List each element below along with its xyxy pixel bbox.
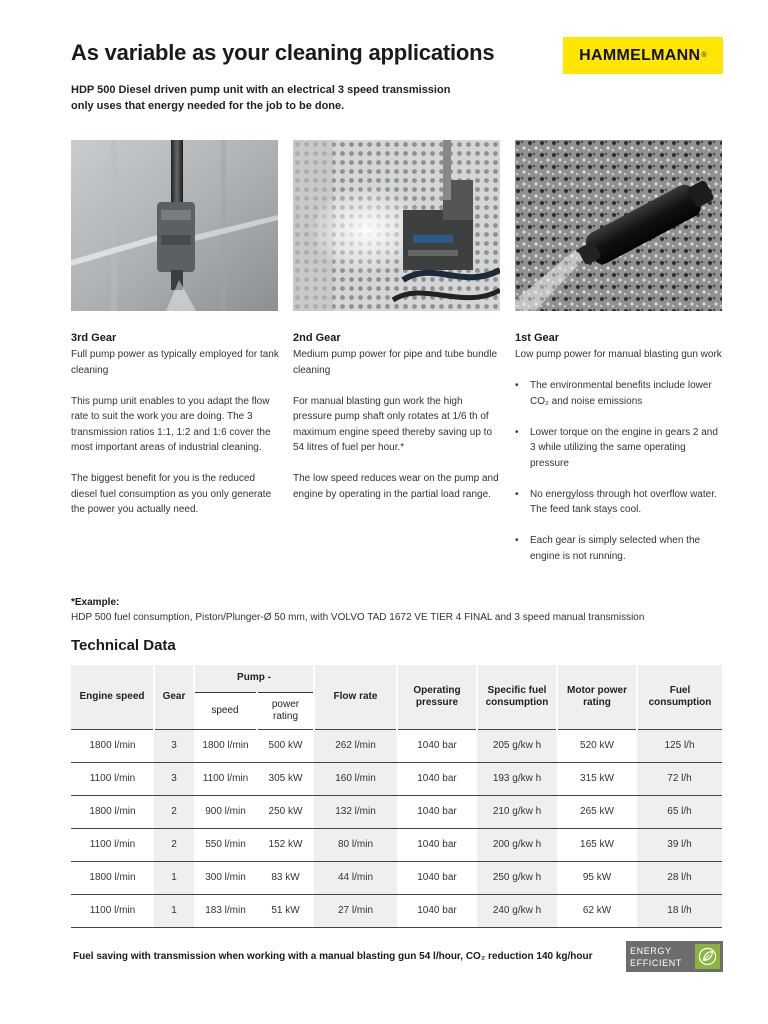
table-cell: 28 l/h bbox=[637, 861, 722, 894]
table-cell: 2 bbox=[154, 795, 194, 828]
table-cell: 80 l/min bbox=[314, 828, 397, 861]
table-row bbox=[71, 828, 722, 861]
gear-3-paragraph: This pump unit enables to you adapt the flow rate to suit the work you are doing. The 3 transmission ratios 1:1, 1:2 and 1:6 cover the most important areas of industrial cleaning. bbox=[71, 395, 271, 453]
table-cell: 1800 l/min bbox=[71, 795, 154, 828]
table-cell: 1100 l/min bbox=[71, 828, 154, 861]
table-cell: 1800 l/min bbox=[194, 729, 257, 762]
table-cell: 500 kW bbox=[257, 729, 314, 762]
table-cell: 1040 bar bbox=[397, 762, 477, 795]
table-cell: 240 g/kw h bbox=[477, 894, 557, 927]
header-fuel-consumption: Fuel consumption bbox=[637, 665, 722, 729]
header-pump: Pump - bbox=[194, 665, 314, 692]
table-row bbox=[71, 795, 722, 828]
table-cell: 1040 bar bbox=[397, 795, 477, 828]
gear-2-lead: Medium pump power for pipe and tube bundle cleaning bbox=[293, 349, 498, 376]
table-row bbox=[71, 729, 722, 762]
example-label: *Example: bbox=[71, 597, 120, 608]
technical-data-body bbox=[71, 729, 722, 927]
gear-2-paragraph: The low speed reduces wear on the pump and engine by operating in the partial load range. bbox=[293, 473, 499, 500]
table-cell: 305 kW bbox=[257, 762, 314, 795]
table-cell: 72 l/h bbox=[637, 762, 722, 795]
table-cell: 62 kW bbox=[557, 894, 637, 927]
example-note bbox=[71, 595, 644, 625]
table-cell: 1040 bar bbox=[397, 729, 477, 762]
table-cell: 265 kW bbox=[557, 795, 637, 828]
hammelmann-logo bbox=[563, 37, 723, 74]
table-cell: 165 kW bbox=[557, 828, 637, 861]
table-cell: 900 l/min bbox=[194, 795, 257, 828]
header-gear: Gear bbox=[154, 665, 194, 729]
table-cell: 18 l/h bbox=[637, 894, 722, 927]
table-cell: 3 bbox=[154, 729, 194, 762]
header-engine-speed: Engine speed bbox=[71, 665, 154, 729]
table-cell: 39 l/h bbox=[637, 828, 722, 861]
table-cell: 83 kW bbox=[257, 861, 314, 894]
table-cell: 95 kW bbox=[557, 861, 637, 894]
table-cell: 3 bbox=[154, 762, 194, 795]
table-cell: 1040 bar bbox=[397, 861, 477, 894]
gear-1-lead: Low pump power for manual blasting gun work bbox=[515, 349, 722, 360]
table-cell: 125 l/h bbox=[637, 729, 722, 762]
table-cell: 315 kW bbox=[557, 762, 637, 795]
gear-2-heading: 2nd Gear bbox=[293, 332, 341, 344]
table-row bbox=[71, 894, 722, 927]
table-cell: 550 l/min bbox=[194, 828, 257, 861]
photo-tank-cleaning bbox=[71, 140, 278, 311]
intro-line-1: HDP 500 Diesel driven pump unit with an electrical 3 speed transmission bbox=[71, 84, 451, 96]
benefit-item: • Each gear is simply selected when the engine is not running. bbox=[515, 533, 725, 564]
example-text: HDP 500 fuel consumption, Piston/Plunger-Ø 50 mm, with VOLVO TAD 1672 VE TIER 4 FINAL and 3 speed manual transmission bbox=[71, 612, 645, 623]
header-specific-fuel: Specific fuel consumption bbox=[477, 665, 557, 729]
table-cell: 250 g/kw h bbox=[477, 861, 557, 894]
gear-1-heading: 1st Gear bbox=[515, 332, 560, 344]
energy-efficient-badge bbox=[626, 941, 723, 972]
gear-3-paragraph: The biggest benefit for you is the reduced diesel fuel consumption as you only generate the power you actually need. bbox=[71, 473, 272, 515]
table-cell: 160 l/min bbox=[314, 762, 397, 795]
gear-2-paragraph: For manual blasting gun work the high pressure pump shaft only rotates at 1/6 th of maximum engine speed thereby saving up to 54 litres of fuel per hour.* bbox=[293, 395, 493, 453]
photo-tube-bundle bbox=[293, 140, 500, 311]
gear-3-column bbox=[71, 331, 281, 533]
badge-line-1: ENERGY bbox=[630, 945, 672, 956]
table-cell: 300 l/min bbox=[194, 861, 257, 894]
table-cell: 1100 l/min bbox=[71, 762, 154, 795]
gear-2-column bbox=[293, 331, 503, 518]
intro-line-2: only uses that energy needed for the job to be done. bbox=[71, 100, 345, 112]
table-cell: 27 l/min bbox=[314, 894, 397, 927]
benefit-item: • The environmental benefits include lower CO₂ and noise emissions bbox=[515, 378, 725, 409]
intro-text bbox=[71, 82, 481, 114]
table-cell: 520 kW bbox=[557, 729, 637, 762]
fuel-saving-note: Fuel saving with transmission when working with a manual blasting gun 54 l/hour, CO₂ reduction 140 kg/hour bbox=[73, 951, 593, 962]
table-cell: 210 g/kw h bbox=[477, 795, 557, 828]
table-cell: 51 kW bbox=[257, 894, 314, 927]
table-cell: 193 g/kw h bbox=[477, 762, 557, 795]
table-cell: 2 bbox=[154, 828, 194, 861]
table-cell: 1800 l/min bbox=[71, 861, 154, 894]
table-cell: 1 bbox=[154, 861, 194, 894]
table-cell: 1040 bar bbox=[397, 894, 477, 927]
table-cell: 200 g/kw h bbox=[477, 828, 557, 861]
table-cell: 1100 l/min bbox=[194, 762, 257, 795]
table-cell: 44 l/min bbox=[314, 861, 397, 894]
header-flow-rate: Flow rate bbox=[314, 665, 397, 729]
header-pump-power: power rating bbox=[257, 692, 314, 729]
page-title: As variable as your cleaning applications bbox=[71, 40, 495, 65]
table-row bbox=[71, 861, 722, 894]
table-cell: 250 kW bbox=[257, 795, 314, 828]
table-cell: 205 g/kw h bbox=[477, 729, 557, 762]
table-cell: 65 l/h bbox=[637, 795, 722, 828]
gear-3-heading: 3rd Gear bbox=[71, 332, 117, 344]
header-operating-pressure: Operating pressure bbox=[397, 665, 477, 729]
table-cell: 1 bbox=[154, 894, 194, 927]
table-cell: 262 l/min bbox=[314, 729, 397, 762]
technical-data-title: Technical Data bbox=[71, 637, 176, 654]
technical-data-table bbox=[71, 665, 722, 928]
photo-blasting-gun bbox=[515, 140, 722, 311]
table-row bbox=[71, 762, 722, 795]
benefit-item: • Lower torque on the engine in gears 2 and 3 while utilizing the same operating pressure bbox=[515, 425, 725, 472]
table-cell: 1800 l/min bbox=[71, 729, 154, 762]
table-cell: 183 l/min bbox=[194, 894, 257, 927]
benefit-item: • No energyloss through hot overflow water. The feed tank stays cool. bbox=[515, 487, 725, 518]
gear-1-column bbox=[515, 331, 725, 580]
registered-mark: ® bbox=[701, 52, 707, 59]
leaf-icon bbox=[695, 944, 720, 969]
table-cell: 132 l/min bbox=[314, 795, 397, 828]
header-pump-speed: speed bbox=[194, 692, 257, 729]
table-cell: 1040 bar bbox=[397, 828, 477, 861]
brand-name: HAMMELMANN bbox=[579, 46, 701, 64]
table-cell: 1100 l/min bbox=[71, 894, 154, 927]
benefits-list bbox=[515, 378, 725, 564]
badge-line-2: EFFICIENT bbox=[630, 957, 682, 968]
table-cell: 152 kW bbox=[257, 828, 314, 861]
header-motor-power: Motor power rating bbox=[557, 665, 637, 729]
gear-3-lead: Full pump power as typically employed for tank cleaning bbox=[71, 349, 279, 376]
